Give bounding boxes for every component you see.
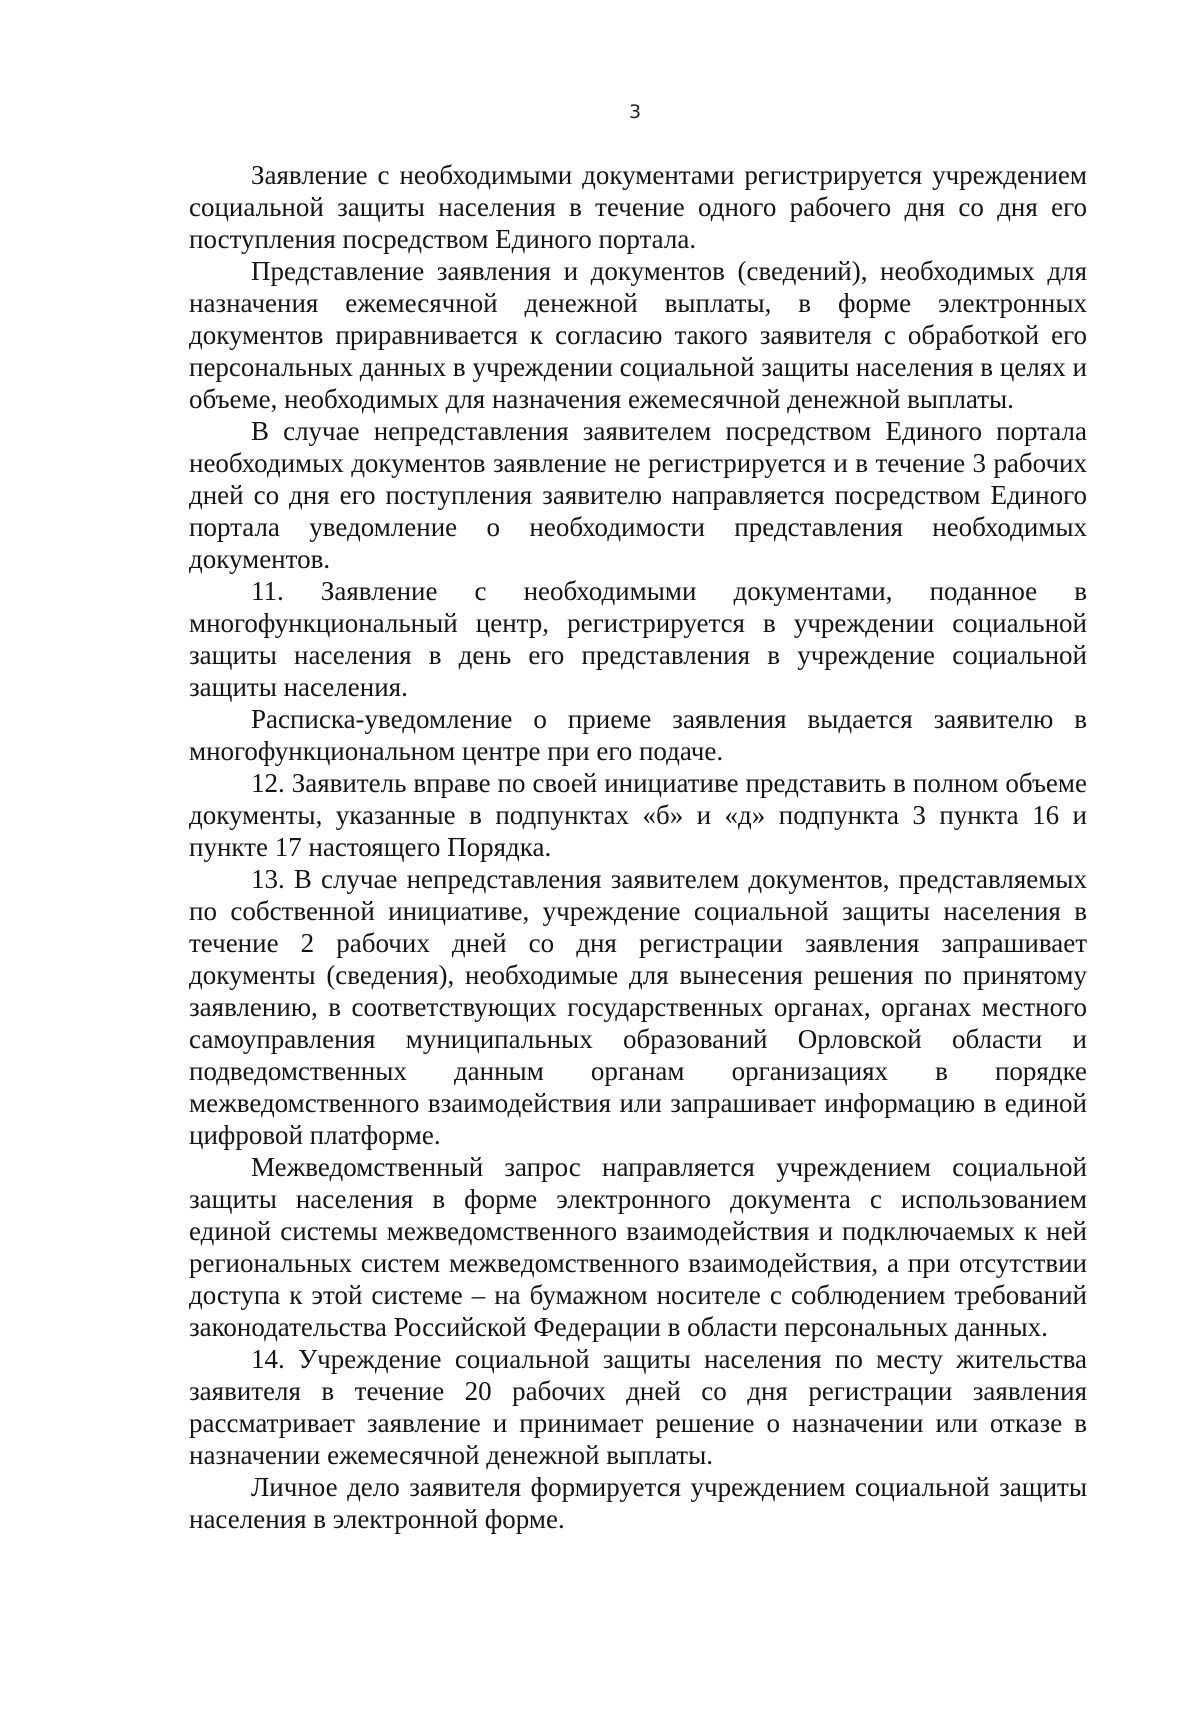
paragraph: Представление заявления и документов (сведений), необходимых для назначения ежемесячной денежной выплаты, в форме электронных документов приравнивается к согласию такого заявителя с обработкой его персональных данных в учреждении социальной защиты населения в целях и объеме, необходимых для назначения ежемесячной денежной выплаты.: [189, 256, 1087, 414]
document-body: [189, 159, 1087, 1535]
paragraph-item-13: 13. В случае непредставления заявителем документов, представляемых по собственной инициативе, учреждение социальной защиты населения в течение 2 рабочих дней со дня регистрации заявления запрашивает документы (сведения), необходимые для вынесения решения по принятому заявлению, в соответствующих государственных органах, органах местного самоуправления муниципальных образований Орловской области и подведомственных данным органам организациях в порядке межведомственного взаимодействия или запрашивает информацию в единой цифровой платформе.: [189, 864, 1087, 1150]
paragraph-item-12: 12. Заявитель вправе по своей инициативе представить в полном объеме документы, указанные в подпунктах «б» и «д» подпункта 3 пункта 16 и пункте 17 настоящего Порядка.: [189, 768, 1087, 862]
paragraph: Заявление с необходимыми документами регистрируется учреждением социальной защиты населения в течение одного рабочего дня со дня его поступления посредством Единого портала.: [189, 160, 1087, 254]
page-number: 3: [628, 101, 642, 123]
paragraph: В случае непредставления заявителем посредством Единого портала необходимых документов заявление не регистрируется и в течение 3 рабочих дней со дня его поступления заявителю направляется посредством Единого портала уведомление о необходимости представления необходимых документов.: [189, 416, 1087, 574]
paragraph: Личное дело заявителя формируется учреждением социальной защиты населения в электронной форме.: [189, 1472, 1087, 1534]
paragraph: Межведомственный запрос направляется учреждением социальной защиты населения в форме электронного документа с использованием единой системы межведомственного взаимодействия и подключаемых к ней региональных систем межведомственного взаимодействия, а при отсутствии доступа к этой системе – на бумажном носителе с соблюдением требований законодательства Российской Федерации в области персональных данных.: [189, 1152, 1087, 1342]
paragraph: Расписка-уведомление о приеме заявления выдается заявителю в многофункциональном центре при его подаче.: [189, 704, 1087, 766]
paragraph-item-14: 14. Учреждение социальной защиты населения по месту жительства заявителя в течение 20 рабочих дней со дня регистрации заявления рассматривает заявление и принимает решение о назначении или отказе в назначении ежемесячной денежной выплаты.: [189, 1344, 1087, 1470]
paragraph-item-11: 11. Заявление с необходимыми документами, поданное в многофункциональный центр, регистрируется в учреждении социальной защиты населения в день его представления в учреждение социальной защиты населения.: [189, 576, 1087, 702]
